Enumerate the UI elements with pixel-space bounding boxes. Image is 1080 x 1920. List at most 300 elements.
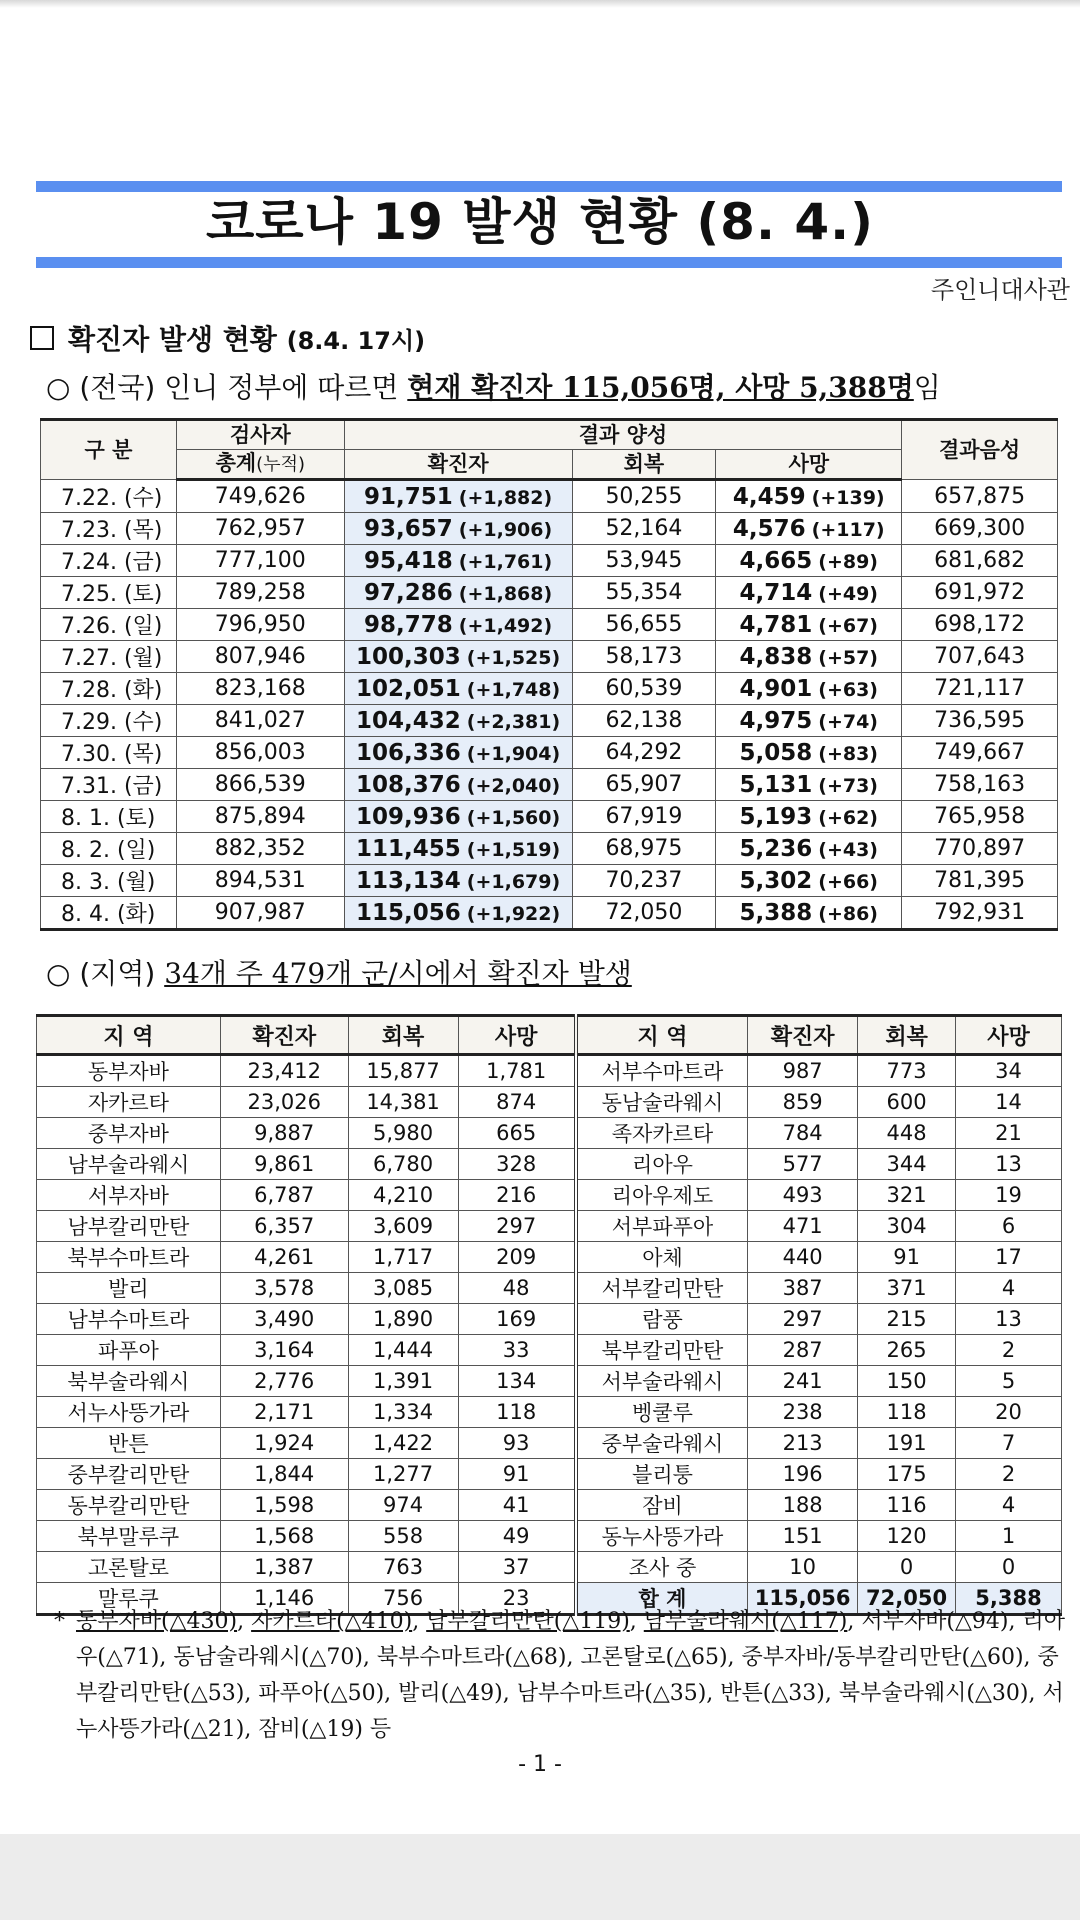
table-row (41, 609, 1058, 641)
region-name: 반튼 (37, 1428, 221, 1459)
row-confirmed-cell (344, 897, 572, 930)
row-confirmed-delta: (+1,868) (458, 582, 553, 605)
header-tested-total: 총계 (215, 451, 257, 475)
row-deaths-delta: (+66) (818, 870, 878, 893)
section-heading-time: (8.4. 17시) (286, 327, 426, 355)
region-name: 잠비 (576, 1490, 748, 1521)
region-deaths: 0 (956, 1552, 1062, 1583)
region-deaths: 49 (458, 1521, 576, 1552)
region-recovered: 558 (348, 1521, 458, 1552)
row-negative: 721,117 (902, 673, 1058, 705)
row-confirmed: 97,286 (364, 579, 453, 606)
table-row (41, 769, 1058, 801)
header-tested-line2 (176, 450, 344, 480)
region-confirmed: 188 (748, 1490, 858, 1521)
region-deaths: 7 (956, 1428, 1062, 1459)
region-recovered: 14,381 (348, 1087, 458, 1118)
header-deaths-right: 사망 (956, 1016, 1062, 1055)
row-confirmed: 108,376 (356, 771, 461, 798)
row-negative: 770,897 (902, 833, 1058, 865)
row-recovered: 65,907 (572, 769, 716, 801)
region-recovered: 321 (858, 1180, 956, 1211)
table-row (37, 1397, 1062, 1428)
table-row (41, 897, 1058, 930)
table-row (37, 1304, 1062, 1335)
region-recovered: 756 (348, 1583, 458, 1615)
region-confirmed: 6,787 (220, 1180, 348, 1211)
region-name: 파푸아 (37, 1335, 221, 1366)
row-negative: 681,682 (902, 545, 1058, 577)
header-confirmed: 확진자 (344, 450, 572, 480)
region-recovered: 3,609 (348, 1211, 458, 1242)
region-confirmed: 1,598 (220, 1490, 348, 1521)
region-deaths: 19 (956, 1180, 1062, 1211)
row-confirmed-cell (344, 513, 572, 545)
section-heading (30, 318, 425, 358)
header-region-left: 지 역 (37, 1016, 221, 1055)
region-recovered: 1,391 (348, 1366, 458, 1397)
row-deaths: 4,665 (739, 547, 813, 574)
region-deaths: 4 (956, 1273, 1062, 1304)
header-negative: 결과음성 (902, 420, 1058, 480)
row-deaths: 4,714 (739, 579, 813, 606)
national-table (40, 418, 1058, 931)
region-confirmed: 2,171 (220, 1397, 348, 1428)
footnote-marker: * (54, 1609, 65, 1634)
region-deaths: 328 (458, 1149, 576, 1180)
circle-bullet: ○ (46, 957, 71, 990)
row-confirmed-delta: (+1,748) (466, 678, 561, 701)
title-date: (8. 4.) (696, 193, 874, 251)
region-table (36, 1014, 1062, 1616)
region-recovered: 1,334 (348, 1397, 458, 1428)
row-recovered: 52,164 (572, 513, 716, 545)
row-date: 7.25. (토) (41, 577, 177, 609)
region-deaths: 2 (956, 1335, 1062, 1366)
table-row (41, 737, 1058, 769)
header-deaths: 사망 (716, 450, 902, 480)
row-confirmed-delta: (+1,882) (458, 486, 553, 509)
region-name: 아체 (576, 1242, 748, 1273)
region-name: 북부말루쿠 (37, 1521, 221, 1552)
row-confirmed-delta: (+1,761) (458, 550, 553, 573)
row-confirmed-delta: (+1,906) (458, 518, 553, 541)
footnote-underlined-item: 동부자바(△430) (76, 1609, 238, 1634)
row-confirmed-delta: (+1,679) (466, 870, 561, 893)
row-deaths-cell (716, 833, 902, 865)
footnote-rest: 서부자바(△94), 리아우(△71), 동남술라웨시(△70), 북부수마트라(△68), 고론탈로(△65), 중부자바/동부칼리만탄(△60), 중부칼리만탄(△53), 파푸아(△50), 발리(△49), 남부수마트라(△35), 반튼(△33), 북부술라웨시(△30), 서누사뜽가라(△21), 잠비(△19) 등 (76, 1609, 1065, 1742)
row-deaths-delta: (+86) (818, 902, 878, 925)
row-negative: 691,972 (902, 577, 1058, 609)
region-recovered: 4,210 (348, 1180, 458, 1211)
total-label: 합 계 (576, 1583, 748, 1615)
table-row (37, 1552, 1062, 1583)
row-confirmed: 100,303 (356, 643, 461, 670)
region-recovered: 120 (858, 1521, 956, 1552)
region-confirmed: 23,026 (220, 1087, 348, 1118)
row-date: 8. 2. (일) (41, 833, 177, 865)
row-recovered: 68,975 (572, 833, 716, 865)
total-confirmed: 115,056 (748, 1583, 858, 1615)
region-confirmed: 4,261 (220, 1242, 348, 1273)
row-deaths-delta: (+139) (811, 486, 885, 509)
region-confirmed: 471 (748, 1211, 858, 1242)
region-deaths: 33 (458, 1335, 576, 1366)
region-confirmed: 1,568 (220, 1521, 348, 1552)
table-row (41, 865, 1058, 897)
region-recovered: 773 (858, 1055, 956, 1087)
region-confirmed: 297 (748, 1304, 858, 1335)
row-deaths-delta: (+83) (818, 742, 878, 765)
region-recovered: 1,444 (348, 1335, 458, 1366)
region-deaths: 17 (956, 1242, 1062, 1273)
region-recovered: 265 (858, 1335, 956, 1366)
region-name: 동남술라웨시 (576, 1087, 748, 1118)
region-name: 람풍 (576, 1304, 748, 1335)
region-recovered: 116 (858, 1490, 956, 1521)
region-summary (46, 952, 632, 992)
region-deaths: 5 (956, 1366, 1062, 1397)
region-deaths: 874 (458, 1087, 576, 1118)
row-date: 7.23. (목) (41, 513, 177, 545)
region-confirmed: 493 (748, 1180, 858, 1211)
table-row (37, 1490, 1062, 1521)
footnote-underlined-item: 남부술라웨시(△117) (643, 1609, 848, 1634)
row-confirmed: 115,056 (356, 899, 461, 926)
region-name: 동누사뜽가라 (576, 1521, 748, 1552)
national-highlight: 현재 확진자 115,056명, 사망 5,388명 (407, 371, 914, 404)
region-confirmed: 287 (748, 1335, 858, 1366)
row-confirmed-cell (344, 769, 572, 801)
region-recovered: 0 (858, 1552, 956, 1583)
row-deaths-cell (716, 673, 902, 705)
region-deaths: 14 (956, 1087, 1062, 1118)
title-text: 코로나 19 발생 현황 (205, 193, 678, 251)
total-recovered: 72,050 (858, 1583, 956, 1615)
region-name: 고론탈로 (37, 1552, 221, 1583)
row-deaths: 4,901 (739, 675, 813, 702)
row-negative: 698,172 (902, 609, 1058, 641)
row-deaths-cell (716, 705, 902, 737)
region-name: 리아우제도 (576, 1180, 748, 1211)
region-name: 서부술라웨시 (576, 1366, 748, 1397)
row-confirmed-cell (344, 801, 572, 833)
region-recovered: 344 (858, 1149, 956, 1180)
header-confirmed-right: 확진자 (748, 1016, 858, 1055)
row-deaths: 4,838 (739, 643, 813, 670)
row-confirmed-delta: (+1,560) (466, 806, 561, 829)
row-deaths-cell (716, 641, 902, 673)
region-name: 말루쿠 (37, 1583, 221, 1615)
row-recovered: 70,237 (572, 865, 716, 897)
region-deaths: 134 (458, 1366, 576, 1397)
table-row (41, 833, 1058, 865)
region-deaths: 21 (956, 1118, 1062, 1149)
region-name: 서부칼리만탄 (576, 1273, 748, 1304)
row-deaths-delta: (+57) (818, 646, 878, 669)
region-recovered: 150 (858, 1366, 956, 1397)
table-row (37, 1087, 1062, 1118)
region-deaths: 93 (458, 1428, 576, 1459)
region-recovered: 974 (348, 1490, 458, 1521)
row-negative: 749,667 (902, 737, 1058, 769)
region-confirmed: 1,924 (220, 1428, 348, 1459)
row-confirmed: 109,936 (356, 803, 461, 830)
footnote (54, 1604, 1074, 1748)
row-date: 7.26. (일) (41, 609, 177, 641)
header-region-right: 지 역 (576, 1016, 748, 1055)
table-row (37, 1366, 1062, 1397)
region-confirmed: 3,490 (220, 1304, 348, 1335)
row-negative: 657,875 (902, 480, 1058, 513)
row-recovered: 64,292 (572, 737, 716, 769)
row-confirmed: 113,134 (356, 867, 461, 894)
row-recovered: 53,945 (572, 545, 716, 577)
row-tested: 841,027 (176, 705, 344, 737)
region-name: 동부자바 (37, 1055, 221, 1087)
region-recovered: 1,422 (348, 1428, 458, 1459)
row-tested: 789,258 (176, 577, 344, 609)
row-recovered: 50,255 (572, 480, 716, 513)
region-confirmed: 859 (748, 1087, 858, 1118)
row-confirmed-cell (344, 865, 572, 897)
table-row (37, 1335, 1062, 1366)
header-recovered-right: 회복 (858, 1016, 956, 1055)
row-tested: 807,946 (176, 641, 344, 673)
region-name: 남부수마트라 (37, 1304, 221, 1335)
region-confirmed: 1,387 (220, 1552, 348, 1583)
row-negative: 758,163 (902, 769, 1058, 801)
table-row (37, 1273, 1062, 1304)
region-deaths: 6 (956, 1211, 1062, 1242)
region-confirmed: 196 (748, 1459, 858, 1490)
row-confirmed-cell (344, 545, 572, 577)
row-recovered: 62,138 (572, 705, 716, 737)
row-deaths-delta: (+73) (818, 774, 878, 797)
region-deaths: 91 (458, 1459, 576, 1490)
region-recovered: 3,085 (348, 1273, 458, 1304)
region-name: 중부자바 (37, 1118, 221, 1149)
table-row (41, 673, 1058, 705)
region-name: 중부칼리만탄 (37, 1459, 221, 1490)
row-tested: 875,894 (176, 801, 344, 833)
region-deaths: 23 (458, 1583, 576, 1615)
region-name: 중부술라웨시 (576, 1428, 748, 1459)
row-recovered: 67,919 (572, 801, 716, 833)
row-date: 7.22. (수) (41, 480, 177, 513)
table-row (41, 513, 1058, 545)
region-recovered: 91 (858, 1242, 956, 1273)
header-positive-group: 결과 양성 (344, 420, 902, 450)
table-row (41, 801, 1058, 833)
row-date: 8. 4. (화) (41, 897, 177, 930)
row-deaths-delta: (+62) (818, 806, 878, 829)
row-confirmed-delta: (+2,381) (466, 710, 561, 733)
row-deaths: 4,576 (732, 515, 806, 542)
row-confirmed-delta: (+2,040) (466, 774, 561, 797)
row-date: 7.28. (화) (41, 673, 177, 705)
row-deaths: 5,388 (739, 899, 813, 926)
region-recovered: 304 (858, 1211, 956, 1242)
page-number: - 1 - (518, 1752, 562, 1777)
region-recovered: 175 (858, 1459, 956, 1490)
row-negative: 765,958 (902, 801, 1058, 833)
row-confirmed-delta: (+1,904) (466, 742, 561, 765)
national-table-body (41, 480, 1058, 930)
region-deaths: 48 (458, 1273, 576, 1304)
row-recovered: 56,655 (572, 609, 716, 641)
region-confirmed: 784 (748, 1118, 858, 1149)
region-recovered: 600 (858, 1087, 956, 1118)
row-deaths: 5,236 (739, 835, 813, 862)
region-deaths: 13 (956, 1304, 1062, 1335)
region-confirmed: 2,776 (220, 1366, 348, 1397)
region-recovered: 215 (858, 1304, 956, 1335)
table-row (37, 1242, 1062, 1273)
row-date: 7.24. (금) (41, 545, 177, 577)
region-text: 34개 주 479개 군/시에서 확진자 발생 (164, 957, 632, 990)
title-bottom-rule (36, 257, 1062, 268)
footnote-underlined-item: 자카르타(△410) (251, 1609, 413, 1634)
region-recovered: 1,717 (348, 1242, 458, 1273)
row-deaths-delta: (+43) (818, 838, 878, 861)
region-confirmed: 440 (748, 1242, 858, 1273)
table-row (41, 480, 1058, 513)
page-title (0, 190, 1080, 254)
region-confirmed: 577 (748, 1149, 858, 1180)
row-deaths: 5,302 (739, 867, 813, 894)
page-top-shadow (0, 0, 1080, 8)
table-row (37, 1180, 1062, 1211)
header-deaths-left: 사망 (458, 1016, 576, 1055)
row-deaths: 4,781 (739, 611, 813, 638)
region-name: 발리 (37, 1273, 221, 1304)
row-deaths-delta: (+89) (818, 550, 878, 573)
row-deaths-cell (716, 609, 902, 641)
row-confirmed: 98,778 (364, 611, 453, 638)
total-deaths: 5,388 (956, 1583, 1062, 1615)
row-deaths: 5,131 (739, 771, 813, 798)
row-deaths-cell (716, 801, 902, 833)
national-tag: (전국) (79, 371, 156, 404)
table-row (37, 1521, 1062, 1552)
section-heading-text: 확진자 발생 현황 (68, 323, 277, 356)
checkbox-square-icon (30, 326, 54, 350)
row-confirmed: 102,051 (356, 675, 461, 702)
region-tag: (지역) (79, 957, 156, 990)
region-name: 남부칼리만탄 (37, 1211, 221, 1242)
row-deaths-delta: (+74) (818, 710, 878, 733)
row-confirmed-cell (344, 577, 572, 609)
region-confirmed: 3,578 (220, 1273, 348, 1304)
row-deaths: 4,459 (732, 483, 806, 510)
row-confirmed-delta: (+1,922) (466, 902, 561, 925)
region-deaths: 169 (458, 1304, 576, 1335)
table-row (37, 1459, 1062, 1490)
region-deaths: 34 (956, 1055, 1062, 1087)
national-suffix: 임 (913, 371, 941, 404)
region-name: 서부자바 (37, 1180, 221, 1211)
region-confirmed: 987 (748, 1055, 858, 1087)
row-deaths-cell (716, 545, 902, 577)
row-date: 7.29. (수) (41, 705, 177, 737)
row-tested: 777,100 (176, 545, 344, 577)
region-recovered: 15,877 (348, 1055, 458, 1087)
region-recovered: 6,780 (348, 1149, 458, 1180)
table-row (37, 1428, 1062, 1459)
row-confirmed-delta: (+1,525) (466, 646, 561, 669)
row-recovered: 72,050 (572, 897, 716, 930)
row-deaths-cell (716, 897, 902, 930)
row-negative: 707,643 (902, 641, 1058, 673)
table-row (41, 705, 1058, 737)
region-recovered: 191 (858, 1428, 956, 1459)
row-deaths-delta: (+49) (818, 582, 878, 605)
circle-bullet: ○ (46, 371, 71, 404)
region-confirmed: 10 (748, 1552, 858, 1583)
region-name: 조사 중 (576, 1552, 748, 1583)
footnote-text: 동부자바(△430), 자카르타(△410), 남부칼리만탄(△119), 남부술라웨시(△117), 서부자바(△94), 리아우(△71), 동남술라웨시(△70), 북부수마트라(△68), 고론탈로(△65), 중부자바/동부칼리만탄(△60), 중부칼리만탄(△53), 파푸아(△50), 발리(△49), 남부수마트라(△35), 반튼(△33), 북부술라웨시(△30), 서누사뜽가라(△21), 잠비(△19) 등 (76, 1609, 1065, 1742)
region-confirmed: 9,861 (220, 1149, 348, 1180)
row-tested: 823,168 (176, 673, 344, 705)
row-tested: 762,957 (176, 513, 344, 545)
region-recovered: 371 (858, 1273, 956, 1304)
region-name: 북부수마트라 (37, 1242, 221, 1273)
row-confirmed-cell (344, 480, 572, 513)
region-recovered: 118 (858, 1397, 956, 1428)
region-confirmed: 9,887 (220, 1118, 348, 1149)
header-tested-note: (누적) (256, 454, 305, 475)
region-confirmed: 23,412 (220, 1055, 348, 1087)
row-recovered: 60,539 (572, 673, 716, 705)
region-confirmed: 241 (748, 1366, 858, 1397)
header-confirmed-left: 확진자 (220, 1016, 348, 1055)
table-row (41, 545, 1058, 577)
row-deaths-cell (716, 513, 902, 545)
region-deaths: 41 (458, 1490, 576, 1521)
region-deaths: 1 (956, 1521, 1062, 1552)
row-tested: 856,003 (176, 737, 344, 769)
row-confirmed-delta: (+1,492) (458, 614, 553, 637)
row-tested: 907,987 (176, 897, 344, 930)
header-recovered-left: 회복 (348, 1016, 458, 1055)
row-negative: 736,595 (902, 705, 1058, 737)
row-confirmed-cell (344, 705, 572, 737)
row-deaths-delta: (+67) (818, 614, 878, 637)
header-tested-line1: 검사자 (176, 420, 344, 450)
region-deaths: 13 (956, 1149, 1062, 1180)
region-name: 북부칼리만탄 (576, 1335, 748, 1366)
row-confirmed: 104,432 (356, 707, 461, 734)
region-deaths: 665 (458, 1118, 576, 1149)
region-deaths: 216 (458, 1180, 576, 1211)
region-recovered: 1,890 (348, 1304, 458, 1335)
row-deaths-cell (716, 577, 902, 609)
region-deaths: 209 (458, 1242, 576, 1273)
row-date: 8. 1. (토) (41, 801, 177, 833)
table-row (37, 1118, 1062, 1149)
row-deaths: 4,975 (739, 707, 813, 734)
row-recovered: 55,354 (572, 577, 716, 609)
row-deaths: 5,193 (739, 803, 813, 830)
row-confirmed: 111,455 (356, 835, 461, 862)
row-confirmed-cell (344, 673, 572, 705)
region-confirmed: 1,844 (220, 1459, 348, 1490)
region-confirmed: 151 (748, 1521, 858, 1552)
row-confirmed: 93,657 (364, 515, 453, 542)
region-name: 서누사뜽가라 (37, 1397, 221, 1428)
table-row (37, 1055, 1062, 1087)
